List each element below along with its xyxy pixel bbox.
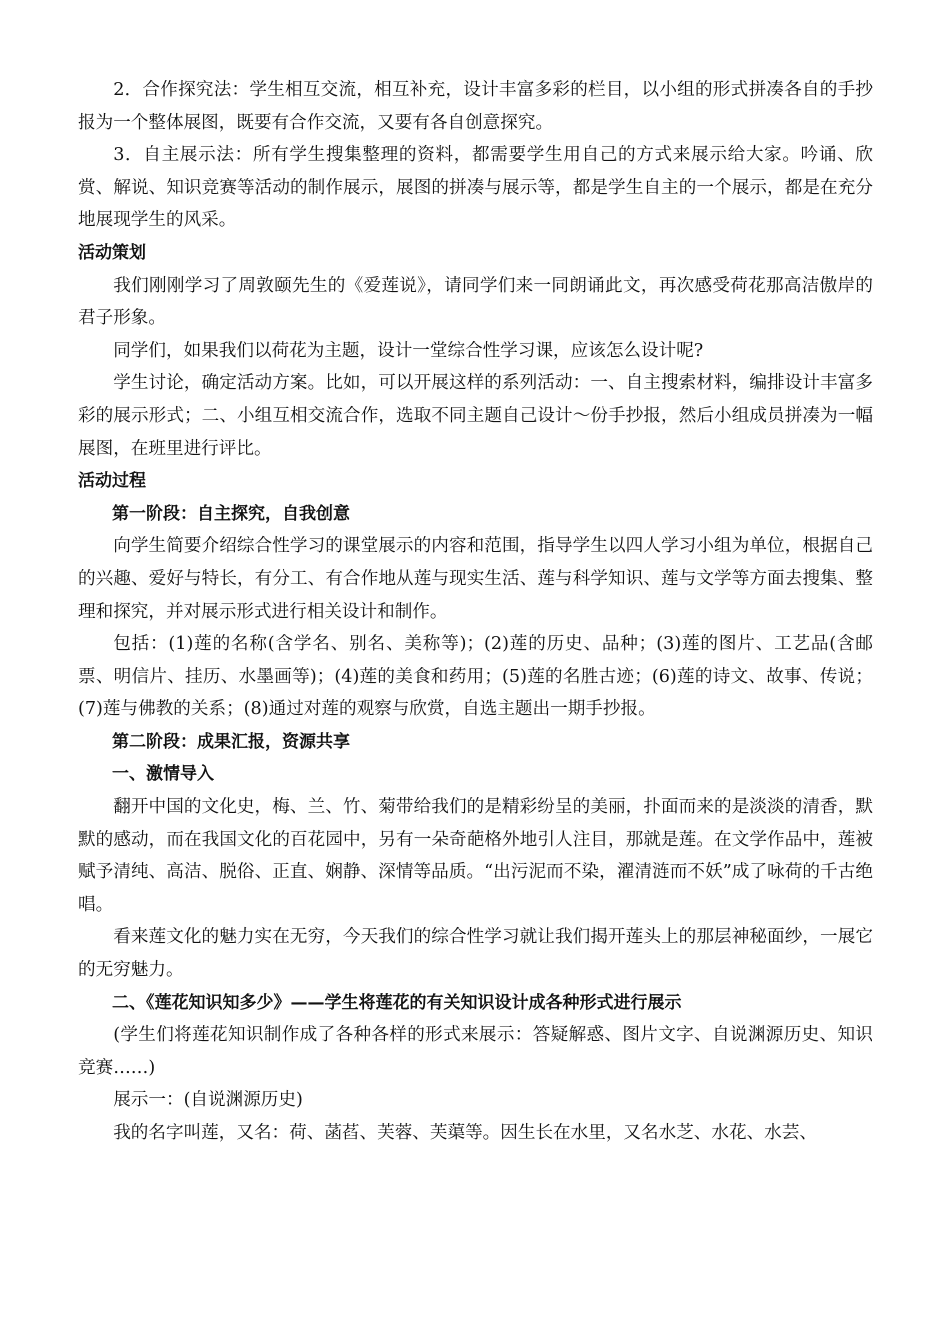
heading-stage-2: 第二阶段：成果汇报，资源共享 bbox=[112, 731, 350, 752]
paragraph-stage-1-intro: 向学生简要介绍综合性学习的课堂展示的内容和范围，指导学生以四人学习小组为单位，根据自己的兴趣、爱好与特长，有分工、有合作地从莲与现实生活、莲与科学知识、莲与文学等方面去搜集、整理和探究，并对展示形式进行相关设计和制作。 bbox=[78, 536, 873, 622]
document-page bbox=[78, 74, 873, 1150]
paragraph-section-2-a: (学生们将莲花知识制作成了各种各样的形式来展示：答疑解惑、图片文字、自说渊源历史、知识竞赛……) bbox=[78, 1025, 873, 1078]
paragraph-planning-3: 学生讨论，确定活动方案。比如，可以开展这样的系列活动：一、自主搜索材料，编排设计丰富多彩的展示形式；二、小组互相交流合作，选取不同主题自己设计～份手抄报，然后小组成员拼凑为一幅展图，在班里进行评比。 bbox=[78, 373, 873, 459]
paragraph-show-1-title: 展示一：(自说渊源历史) bbox=[113, 1090, 303, 1111]
paragraph-planning-2: 同学们，如果我们以荷花为主题，设计一堂综合性学习课，应该怎么设计呢? bbox=[113, 340, 704, 361]
paragraph-section-1-b: 看来莲文化的魅力实在无穷，今天我们的综合性学习就让我们揭开莲头上的那层神秘面纱，一展它的无穷魅力。 bbox=[78, 927, 873, 981]
paragraph-show-1-text: 我的名字叫莲，又名：荷、菡萏、芙蓉、芙蕖等。因生长在水里，又名水芝、水花、水芸、 bbox=[113, 1123, 817, 1143]
paragraph-section-1-a: 翻开中国的文化史，梅、兰、竹、菊带给我们的是精彩纷呈的美丽，扑面而来的是淡淡的清香，默默的感动，而在我国文化的百花园中，另有一朵奇葩格外地引人注目，那就是莲。在文学作品中，莲被赋予清纯、高洁、脱俗、正直、娴静、深情等品质。“出污泥而不染，濯清涟而不妖”成了咏荷的千古绝唱。 bbox=[78, 797, 873, 915]
heading-stage-1: 第一阶段：自主探究，自我创意 bbox=[112, 503, 350, 524]
paragraph-method-2: 2．合作探究法：学生相互交流，相互补充，设计丰富多彩的栏目，以小组的形式拼凑各自的手抄报为一个整体展图，既要有合作交流，又要有各自创意探究。 bbox=[78, 80, 873, 133]
heading-section-1: 一、激情导入 bbox=[112, 764, 214, 785]
paragraph-planning-1: 我们刚刚学习了周敦颐先生的《爱莲说》，请同学们来一同朗诵此文，再次感受荷花那高洁傲岸的君子形象。 bbox=[78, 275, 873, 329]
paragraph-stage-1-list: 包括：(1)莲的名称(含学名、别名、美称等)；(2)莲的历史、品种；(3)莲的图片、工艺品(含邮票、明信片、挂历、水墨画等)；(4)莲的美食和药用；(5)莲的名胜古迹；(6)莲的诗文、故事、传说；(7)莲与佛教的关系；(8)通过对莲的观察与欣赏，自选主题出一期手抄报。 bbox=[78, 634, 873, 720]
paragraph-method-3: 3．自主展示法：所有学生搜集整理的资料，都需要学生用自己的方式来展示给大家。吟诵、欣赏、解说、知识竞赛等活动的制作展示，展图的拼凑与展示等，都是学生自主的一个展示，都是在充分地展现学生的风采。 bbox=[78, 145, 873, 231]
heading-activity-process: 活动过程 bbox=[78, 471, 146, 492]
heading-section-2: 二、《莲花知识知多少》——学生将莲花的有关知识设计成各种形式进行展示 bbox=[112, 992, 682, 1013]
heading-activity-planning: 活动策划 bbox=[78, 242, 146, 263]
